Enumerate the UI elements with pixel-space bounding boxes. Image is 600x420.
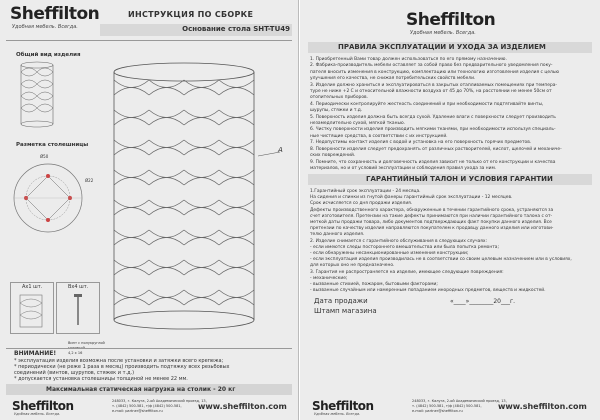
footer-address-2: т. (4842) 500-581, т/ф (4842) 500-581, <box>112 404 182 408</box>
warranty-line: - вызванные стихией, пожаром, бытовыми факторами; <box>310 282 438 288</box>
brand-logo-right: Sheffilton <box>406 10 496 30</box>
footer-website-right: www.sheffilton.com <box>498 402 587 411</box>
rules-line: пателя вносить изменения в конструкцию, комплектацию или технологию изготовления изделия с целью <box>310 69 560 75</box>
attention-item-1: * эксплуатация изделия возможна после установки и затяжки всего крепежа; <box>14 358 224 364</box>
part-a-label: Ax1 шт. <box>22 284 43 290</box>
dim-b-label: Ø22 <box>85 178 94 183</box>
rules-line: отопительных приборов. <box>310 95 369 101</box>
callout-letter: А <box>278 146 283 154</box>
rules-warranty-page <box>300 0 600 420</box>
brand-tagline: Удобная мебель. Всегда. <box>12 24 78 30</box>
warranty-title: ГАРАНТИЙНЫЙ ТАЛОН И УСЛОВИЯ ГАРАНТИИ <box>366 175 553 183</box>
footer-address-r3: e-mail: partner@sheffilton.ru <box>412 409 463 413</box>
warranty-line: Срок исчисляется со дня продажи изделия. <box>310 201 413 207</box>
warranty-line: - вызванные случайным или намеренным попаданием инородных предметов, веществ и жидкостей. <box>310 288 546 294</box>
footer-logo-right: Sheffilton <box>312 399 374 413</box>
warranty-line: 3. Гарантия не распространяется на изделие, имеющее следующие повреждения: <box>310 269 504 275</box>
footer-logo: Sheffilton <box>12 399 74 413</box>
rules-line: туре не ниже +2 С и относительной влажности воздуха от 45 до 70%, на расстоянии не менее 50см от <box>310 89 552 95</box>
rules-line: незамедлительно сухой, мягкой тканью. <box>310 121 406 127</box>
footer-address-3: e-mail: partner@sheffilton.ru <box>112 409 163 413</box>
part-b-label: Bx4 шт. <box>68 284 89 290</box>
warranty-line: - если обнаружены несанкционированные изменения конструкции; <box>310 251 469 257</box>
warranty-line: телю данного изделия. <box>310 232 365 238</box>
footer-website: www.sheffilton.com <box>198 402 287 411</box>
warranty-line: - если имеются следы постороннего вмешательства или была попытка ремонта; <box>310 244 499 250</box>
warranty-line: - если эксплуатация изделия производилась не в соответствии со своим целевым назначением или в условиях, <box>310 257 572 263</box>
rules-list <box>310 57 594 172</box>
rules-line: 3. Изделие должно храниться и эксплуатироваться в закрытых отапливаемых помещениях при темпера- <box>310 82 558 88</box>
brand-tagline-right: Удобная мебель. Всегда. <box>410 30 476 36</box>
warranty-line: 1.Гарантийный срок эксплуатации - 24 месяца. <box>310 189 421 194</box>
warranty-line: На сидения и спинки из гнутой фанеры гарантийный срок эксплуатации - 12 месяцев. <box>310 195 513 201</box>
footer-tagline: Удобная мебель. Всегда. <box>14 412 61 416</box>
rules-line: 5. Поверхность изделия должна быть всегда сухой. Удаление влаги с поверхности следует производить <box>310 114 556 120</box>
attention-item-4: * допускается установка столешницы толщиной не менее 22 мм. <box>14 376 188 382</box>
tabletop-marking-drawing <box>10 158 90 238</box>
rules-line: 8. Поверхности изделия следует предохранять от различных растворителей, кислот, щелочей и механиче- <box>310 146 562 152</box>
footer-address-1: 248033, г. Калуга, 2-ой Академический проезд, 13, <box>112 399 207 403</box>
page-subtitle: Основание стола SHT-TU49 <box>182 25 290 33</box>
small-preview-drawing <box>18 60 56 130</box>
rules-line: 2. Фабрика-производитель мебели оставляет за собой право без предварительного уведомления поку- <box>310 63 553 69</box>
header-divider <box>6 40 292 41</box>
attention-title: ВНИМАНИЕ! <box>14 350 57 357</box>
rules-line: шурупы, стяжки и т.д. <box>310 108 363 114</box>
rules-line: улучшения его качества, не снижая потребительских свойств мебели. <box>310 76 476 82</box>
rules-line: ских повреждений. <box>310 153 356 159</box>
table-base-drawing <box>98 60 270 338</box>
general-view-label: Общий вид изделия <box>16 52 81 58</box>
sale-date-value: «____»________20___г. <box>450 298 516 305</box>
warranty-line: Дефекты производственного характера, обнаруженные в течении гарантийного срока, устраняются за <box>310 207 554 213</box>
warranty-line: счет изготовителя. Претензии на такие дефекты принимаются при наличии гарантийного талона с от- <box>310 213 553 219</box>
part-a-drawing <box>18 293 44 329</box>
rules-line: 7. Недопустимы контакт изделия с водой и установка на его поверхность горячих предметов. <box>310 140 532 146</box>
callout-line <box>258 150 282 158</box>
page-title: ИНСТРУКЦИЯ ПО СБОРКЕ <box>128 10 254 19</box>
rules-line: 1. Приобретенный Вами товар должен использоваться по его прямому назначению. <box>310 57 507 62</box>
footer-address-r1: 248033, г. Калуга, 2-ой Академический проезд, 13, <box>412 399 507 403</box>
attention-divider <box>6 348 292 349</box>
dim-a-label: Ø50 <box>40 154 49 159</box>
warranty-line: претензии по качеству изделия направляются покупателем к продавцу данного изделия или изготови- <box>310 226 554 232</box>
warranty-line: 2. Изделие снимается с гарантийного обслуживания в следующих случаях: <box>310 238 488 244</box>
footer-address-r2: т. (4842) 500-581, т/ф (4842) 500-581, <box>412 404 482 408</box>
warranty-list <box>310 189 594 294</box>
warranty-line: - механические; <box>310 275 348 281</box>
warranty-line: меткой даты продажи товара, либо документов подтверждающих факт покупки данного изделия. Все <box>310 220 552 226</box>
assembly-instruction-page <box>0 0 299 420</box>
screw-note-3: 4,2 х 16 <box>68 351 83 355</box>
screw-note-1: Винт с полукруглой <box>68 341 105 345</box>
store-stamp-label: Штамп магазина <box>314 307 377 315</box>
rules-line: 4. Периодически контролируйте жесткость соединений и при необходимости подтягивайте винты, <box>310 101 544 107</box>
attention-item-2: * периодически (не реже 1 раза в месяц) производить подтяжку всех резьбовых <box>14 364 230 370</box>
warranty-line: для которых оно не предназначено. <box>310 263 395 269</box>
screw-icon <box>70 293 86 327</box>
rules-line: 6. Чистку поверхности изделия производить мягкими тканями, при необходимости используя специаль- <box>310 127 556 133</box>
sale-date-label: Дата продажи <box>314 297 368 305</box>
brand-logo: Sheffilton <box>10 4 100 24</box>
footer-tagline-right: Удобная мебель. Всегда. <box>314 412 361 416</box>
rules-title: ПРАВИЛА ЭКСПЛУАТАЦИИ И УХОДА ЗА ИЗДЕЛИЕМ <box>338 43 546 51</box>
tabletop-label: Разметка столешницы <box>16 142 89 148</box>
rules-line: материалов, но и от условий эксплуатации и соблюдения правил ухода за ним. <box>310 165 497 171</box>
rules-line: 9. Помните, что сохранность и долговечность изделия зависит не только от его конструкции и качества <box>310 159 556 165</box>
rules-line: ные чистящие средства, в соответствии с их инструкцией. <box>310 133 448 139</box>
max-load-text: Максимальная статическая нагрузка на столик - 20 кг <box>46 386 236 393</box>
attention-item-3: соединений (винтов, шурупов, стяжек и т.д.) <box>14 370 135 376</box>
